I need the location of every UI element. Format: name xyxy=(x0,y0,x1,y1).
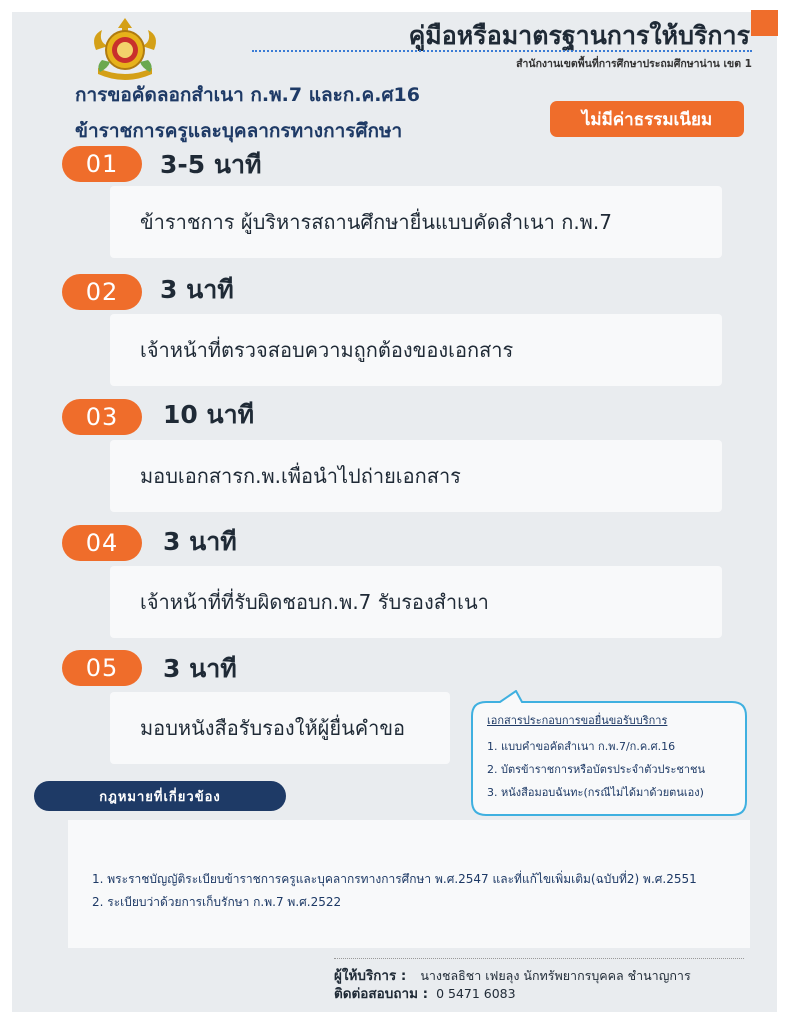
service-title-line2: ข้าราชการครูและบุคลากรทางการศึกษา xyxy=(75,120,403,142)
law-item-1: 1. พระราชบัญญัติระเบียบข้าราชการครูและบุคลากรทางการศึกษา พ.ศ.2547 และที่แก้ไขเพิ่มเติม(ฉบับที่2) พ.ศ.2551 xyxy=(92,872,697,886)
step-3-number: 03 xyxy=(62,399,142,435)
law-item-2: 2. ระเบียบว่าด้วยการเก็บรักษา ก.พ.7 พ.ศ.2522 xyxy=(92,895,342,909)
service-title-line1: การขอคัดลอกสำเนา ก.พ.7 และก.ค.ศ16 xyxy=(75,84,420,106)
step-2-number: 02 xyxy=(62,274,142,310)
step-1-number: 01 xyxy=(62,146,142,182)
document-item-1: 1. แบบคำขอคัดสำเนา ก.พ.7/ก.ค.ศ.16 xyxy=(487,740,676,753)
corner-square-icon xyxy=(751,10,778,36)
school-emblem-icon xyxy=(88,16,162,82)
document-item-2: 2. บัตรข้าราชการหรือบัตรประจำตัวประชาชน xyxy=(487,763,705,776)
contact-label: ติดต่อสอบถาม : xyxy=(334,986,429,1002)
step-1-box xyxy=(110,186,722,258)
provider-label: ผู้ให้บริการ : xyxy=(334,968,407,984)
header-divider xyxy=(252,50,752,52)
footer-contact xyxy=(334,982,516,1004)
step-4-number: 04 xyxy=(62,525,142,561)
step-3-box xyxy=(110,440,722,512)
step-1-time: 3-5 นาที xyxy=(160,150,262,179)
document-item-3: 3. หนังสือมอบฉันทะ(กรณีไม่ได้มาด้วยตนเอง) xyxy=(487,786,704,799)
step-4-time: 3 นาที xyxy=(163,527,237,556)
step-4-box xyxy=(110,566,722,638)
step-5-time: 3 นาที xyxy=(163,654,237,683)
documents-title: เอกสารประกอบการขอยื่นขอรับบริการ xyxy=(487,714,668,727)
step-2-box xyxy=(110,314,722,386)
header-title: คู่มือหรือมาตรฐานการให้บริการ xyxy=(408,21,750,50)
step-2-description: เจ้าหน้าที่ตรวจสอบความถูกต้องของเอกสาร xyxy=(140,338,514,362)
step-4-description: เจ้าหน้าที่ที่รับผิดชอบก.พ.7 รับรองสำเนา xyxy=(140,590,489,614)
fee-badge: ไม่มีค่าธรรมเนียม xyxy=(550,101,744,137)
footer-divider xyxy=(334,958,744,959)
step-1-description: ข้าราชการ ผู้บริหารสถานศึกษายื่นแบบคัดสำเนา ก.พ.7 xyxy=(140,210,612,234)
step-3-description: มอบเอกสารก.พ.เพื่อนำไปถ่ายเอกสาร xyxy=(140,464,461,488)
step-3-time: 10 นาที xyxy=(163,400,255,429)
contact-phone: 0 5471 6083 xyxy=(436,986,516,1001)
laws-title: กฎหมายที่เกี่ยวข้อง xyxy=(34,781,286,811)
step-5-description: มอบหนังสือรับรองให้ผู้ยื่นคำขอ xyxy=(140,716,406,740)
provider-name: นางชลธิชา เฟยลุง นักทรัพยากรบุคคล ชำนาญการ xyxy=(420,968,691,983)
step-5-number: 05 xyxy=(62,650,142,686)
step-2-time: 3 นาที xyxy=(160,275,234,304)
header-subtitle: สำนักงานเขตพื้นที่การศึกษาประถมศึกษาน่าน เขต 1 xyxy=(516,58,752,70)
step-5-box xyxy=(110,692,450,764)
